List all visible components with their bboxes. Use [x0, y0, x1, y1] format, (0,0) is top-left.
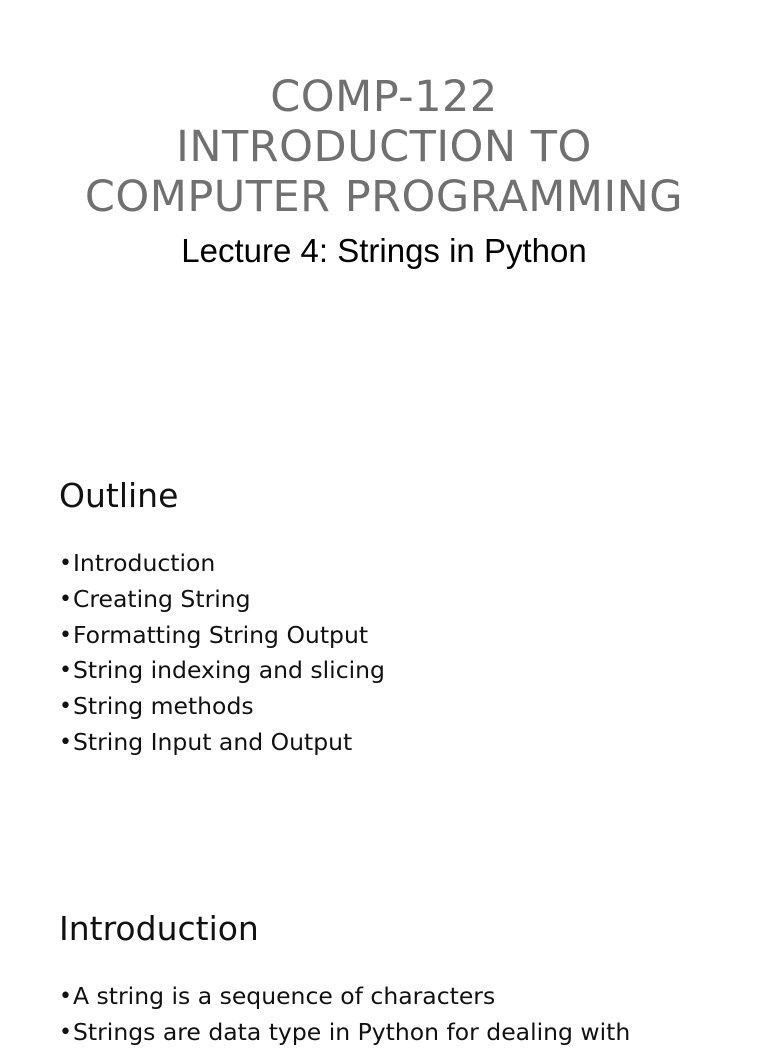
- bullet-icon: •: [59, 551, 72, 576]
- list-item-text: Introduction: [73, 549, 216, 577]
- list-item: [59, 1015, 630, 1051]
- bullet-icon: •: [59, 658, 72, 684]
- slide-subtitle: Lecture 4: Strings in Python: [181, 232, 587, 269]
- list-item: [59, 582, 385, 618]
- outline-heading: Outline: [59, 476, 179, 515]
- bullet-icon: •: [59, 694, 72, 720]
- title-line-2: COMPUTER PROGRAMMING: [84, 172, 684, 222]
- list-item-text: String Input and Output: [73, 727, 353, 756]
- list-item-text: A string is a sequence of characters: [73, 982, 496, 1010]
- introduction-heading: Introduction: [59, 909, 259, 948]
- title-line-1: INTRODUCTION TO: [176, 122, 592, 172]
- list-item-text: String methods: [73, 692, 254, 721]
- bullet-icon: •: [59, 1019, 72, 1045]
- list-item: [59, 618, 385, 654]
- bullet-icon: •: [59, 984, 72, 1009]
- list-item: [59, 725, 385, 761]
- bullet-icon: •: [59, 586, 72, 612]
- list-item: [59, 546, 385, 582]
- list-item: [59, 979, 630, 1015]
- course-code: COMP-122: [270, 72, 498, 122]
- introduction-list: [59, 979, 630, 1051]
- list-item-text: String indexing and slicing: [73, 656, 385, 685]
- bullet-icon: •: [59, 622, 72, 648]
- list-item: [59, 689, 385, 725]
- list-item-text: Strings are data type in Python for dealing with: [73, 1017, 631, 1046]
- bullet-icon: •: [59, 729, 72, 755]
- outline-list: [59, 546, 385, 761]
- list-item-text: Creating String: [73, 584, 251, 613]
- list-item-text: Formatting String Output: [73, 620, 369, 649]
- list-item: [59, 653, 385, 689]
- slide-title: [0, 72, 768, 222]
